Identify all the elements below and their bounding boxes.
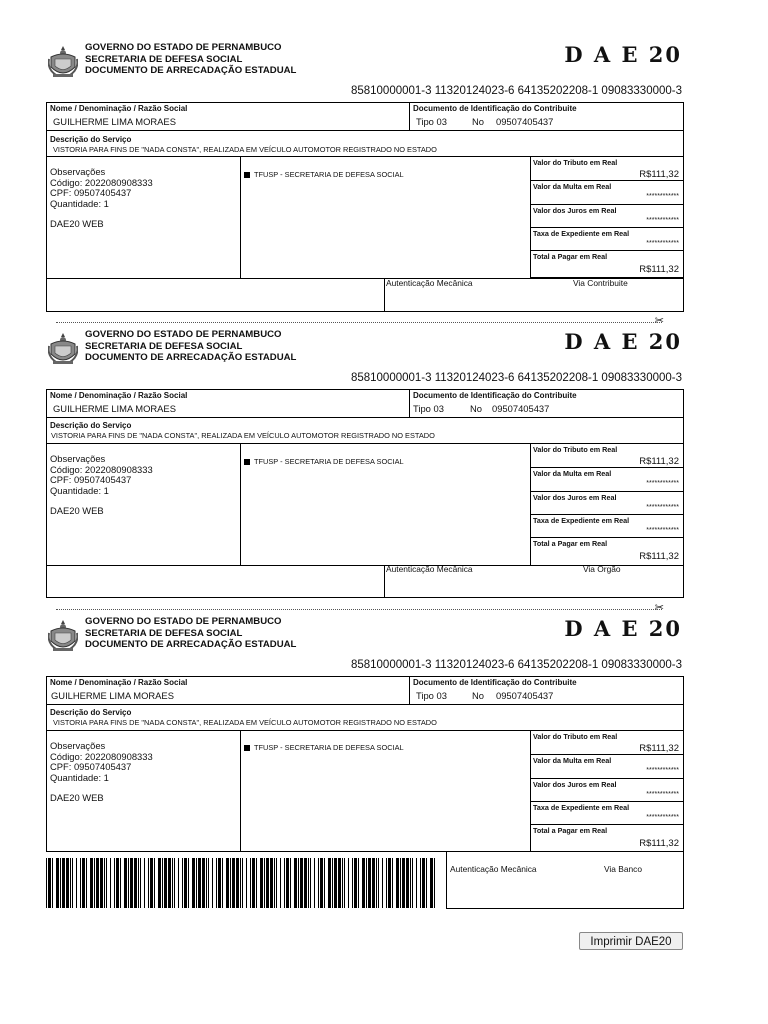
barcode-bar — [338, 858, 341, 908]
observations-code: Código: 2022080908333 — [50, 463, 153, 475]
barcode-bar — [158, 858, 161, 908]
tribute-label: Valor do Tributo em Real — [533, 158, 618, 167]
barcode-bar — [212, 858, 213, 908]
mechanical-auth-label: Autenticação Mecânica — [386, 278, 473, 288]
barcode-bar — [352, 858, 353, 908]
barcode-bar — [290, 858, 291, 908]
tribute-label: Valor do Tributo em Real — [533, 732, 618, 741]
barcode-bar — [314, 858, 315, 908]
barcode-bar — [60, 858, 61, 908]
issuer-header — [85, 616, 296, 651]
observations — [50, 454, 153, 517]
service-label: Descrição do Serviço — [50, 135, 132, 144]
square-bullet-icon — [244, 172, 250, 178]
agency-name: TFUSP - SECRETARIA DE DEFESA SOCIAL — [254, 457, 404, 466]
fine-label: Valor da Multa em Real — [533, 756, 612, 765]
doc-no-label: No — [470, 403, 482, 414]
agency-item — [244, 170, 404, 179]
barcode-bar — [184, 858, 187, 908]
square-bullet-icon — [244, 745, 250, 751]
issuer-secretariat: SECRETARIA DE DEFESA SOCIAL — [85, 53, 243, 65]
pernambuco-crest-icon — [48, 332, 78, 366]
barcode-bar — [174, 858, 175, 908]
service-description: VISTORIA PARA FINS DE "NADA CONSTA", REALIZADA EM VEÍCULO AUTOMOTOR REGISTRADO NO ESTADO — [53, 145, 437, 154]
barcode-bar — [388, 858, 391, 908]
values-panel — [530, 443, 684, 565]
barcode-bar — [426, 858, 427, 908]
fine-label: Valor da Multa em Real — [533, 469, 612, 478]
fee-label: Taxa de Expediente em Real — [533, 516, 630, 525]
barcode-bar — [104, 858, 105, 908]
observations-quantity: Quantidade: 1 — [50, 197, 109, 209]
barcode-bar — [150, 858, 153, 908]
barcode-bar — [250, 858, 251, 908]
fee-value: ************ — [646, 527, 679, 534]
barcode-bar — [344, 858, 345, 908]
taxpayer-name: GUILHERME LIMA MORAES — [51, 690, 174, 701]
observations-cpf: CPF: 09507405437 — [50, 761, 132, 772]
taxpayer-name: GUILHERME LIMA MORAES — [53, 403, 176, 414]
barcode-bar — [354, 858, 357, 908]
barcode-bar — [434, 858, 435, 908]
barcode-bar — [172, 858, 173, 908]
barcode-bar — [300, 858, 303, 908]
issuer-state: GOVERNO DO ESTADO DE PERNAMBUCO — [85, 616, 282, 627]
observations-quantity: Quantidade: 1 — [50, 484, 109, 496]
barcode-bar — [96, 858, 99, 908]
fine-value: ************ — [646, 767, 679, 774]
barcode-bar — [48, 858, 51, 908]
agency-item — [244, 743, 404, 752]
observations-origin: DAE20 WEB — [50, 218, 104, 229]
barcode-bar — [378, 858, 379, 908]
name-label: Nome / Denominação / Razão Social — [50, 391, 188, 400]
bank-auth-box — [446, 852, 684, 909]
document-type: DOCUMENTO DE ARRECADAÇÃO ESTADUAL — [85, 352, 297, 363]
barcode-bar — [80, 858, 81, 908]
barcode-bar — [168, 858, 171, 908]
barcode-bar — [264, 858, 265, 908]
barcode-bar — [106, 858, 107, 908]
fee-value: ************ — [646, 814, 679, 821]
document-type: DOCUMENTO DE ARRECADAÇÃO ESTADUAL — [85, 639, 297, 650]
doc-label: Documento de Identificação do Contribuite — [413, 391, 577, 400]
doc-number: 09507405437 — [496, 116, 554, 127]
total-value: R$111,32 — [639, 264, 679, 275]
fine-label: Valor da Multa em Real — [533, 182, 612, 191]
agency-name: TFUSP - SECRETARIA DE DEFESA SOCIAL — [254, 743, 404, 752]
total-label: Total a Pagar em Real — [533, 539, 608, 548]
barcode-bar — [270, 858, 273, 908]
interest-label: Valor dos Juros em Real — [533, 780, 617, 789]
pernambuco-crest-icon — [48, 619, 78, 653]
barcode-bar — [376, 858, 377, 908]
barcode-bar — [240, 858, 241, 908]
issuer-header — [85, 42, 296, 77]
barcode-bar — [134, 858, 137, 908]
observations-cpf: CPF: 09507405437 — [50, 474, 132, 485]
barcode-bar — [130, 858, 133, 908]
observations — [50, 167, 153, 230]
barcode-bar — [100, 858, 103, 908]
issuer-secretariat: SECRETARIA DE DEFESA SOCIAL — [85, 627, 243, 639]
barcode-bar — [72, 858, 73, 908]
barcode-bar — [162, 858, 163, 908]
fine-value: ************ — [646, 480, 679, 487]
barcode-bar — [328, 858, 331, 908]
barcode-bar — [430, 858, 433, 908]
barcode-bar — [76, 858, 77, 908]
barcode-bar — [124, 858, 127, 908]
interest-value: ************ — [646, 217, 679, 224]
barcode-bar — [148, 858, 149, 908]
barcode-bar — [294, 858, 297, 908]
observations — [50, 741, 153, 804]
dae-title: D A E 20 — [564, 329, 682, 354]
barcode-bar — [226, 858, 229, 908]
barcode-bar — [208, 858, 209, 908]
barcode-bar — [256, 858, 257, 908]
barcode-bar — [284, 858, 285, 908]
barcode-bar — [120, 858, 121, 908]
issuer-state: GOVERNO DO ESTADO DE PERNAMBUCO — [85, 42, 282, 53]
doc-no-label: No — [472, 116, 484, 127]
total-label: Total a Pagar em Real — [533, 826, 608, 835]
fee-label: Taxa de Expediente em Real — [533, 229, 630, 238]
copy-label: Via Banco — [604, 864, 643, 874]
issuer-secretariat: SECRETARIA DE DEFESA SOCIAL — [85, 340, 243, 352]
barcode-bar — [66, 858, 69, 908]
barcode-bar — [202, 858, 205, 908]
doc-number: 09507405437 — [492, 403, 550, 414]
doc-label: Documento de Identificação do Contribuite — [413, 104, 577, 113]
barcode-bar — [372, 858, 375, 908]
barcode-bar — [232, 858, 235, 908]
barcode-bar — [392, 858, 393, 908]
barcode-bar — [222, 858, 223, 908]
observations-code: Código: 2022080908333 — [50, 176, 153, 188]
name-label: Nome / Denominação / Razão Social — [50, 678, 188, 687]
barcode-bar — [358, 858, 359, 908]
digitable-line: 85810000001-3 11320124023-6 64135202208-1 09083330000-3 — [350, 372, 682, 384]
copy-label: Via Orgão — [583, 564, 621, 574]
barcode-bar — [422, 858, 425, 908]
barcode-bar — [128, 858, 129, 908]
observations-title: Observações — [50, 166, 106, 177]
doc-no-label: No — [472, 690, 484, 701]
barcode-bar — [192, 858, 195, 908]
barcode-bar — [144, 858, 145, 908]
taxpayer-name: GUILHERME LIMA MORAES — [53, 116, 176, 127]
barcode-bar — [196, 858, 197, 908]
barcode-bar — [348, 858, 349, 908]
barcode-bar — [114, 858, 115, 908]
barcode-bar — [138, 858, 139, 908]
barcode-bar — [52, 858, 53, 908]
barcode-bar — [198, 858, 201, 908]
barcode-bar — [276, 858, 277, 908]
issuer-state: GOVERNO DO ESTADO DE PERNAMBUCO — [85, 329, 282, 340]
barcode-bar — [94, 858, 95, 908]
barcode-bar — [308, 858, 309, 908]
barcode-bar — [368, 858, 371, 908]
mechanical-auth-label: Autenticação Mecânica — [450, 864, 537, 874]
barcode-bar — [274, 858, 275, 908]
copy-label: Via Contribuite — [573, 278, 628, 288]
barcode-bar — [188, 858, 189, 908]
fee-value: ************ — [646, 240, 679, 247]
barcode-bar — [140, 858, 141, 908]
barcode-bar — [116, 858, 119, 908]
observations-title: Observações — [50, 740, 106, 751]
observations-quantity: Quantidade: 1 — [50, 771, 109, 783]
observations-code: Código: 2022080908333 — [50, 750, 153, 762]
pernambuco-crest-icon — [48, 45, 78, 79]
barcode-bar — [382, 858, 383, 908]
barcode-bar — [242, 858, 243, 908]
print-button[interactable]: Imprimir DAE20 — [579, 932, 683, 950]
barcode-bar — [318, 858, 319, 908]
values-panel — [530, 156, 684, 278]
agency-item — [244, 457, 404, 466]
barcode-bar — [416, 858, 417, 908]
barcode-bar — [182, 858, 183, 908]
tribute-label: Valor do Tributo em Real — [533, 445, 618, 454]
barcode-bar — [396, 858, 399, 908]
barcode-bar — [62, 858, 65, 908]
issuer-header — [85, 329, 296, 364]
service-description: VISTORIA PARA FINS DE "NADA CONSTA", REALIZADA EM VEÍCULO AUTOMOTOR REGISTRADO NO ESTADO — [51, 431, 435, 440]
barcode-bar — [110, 858, 111, 908]
total-value: R$111,32 — [639, 551, 679, 562]
barcode-bar — [154, 858, 155, 908]
digitable-line: 85810000001-3 11320124023-6 64135202208-1 09083330000-3 — [350, 659, 682, 671]
doc-type: Tipo 03 — [416, 116, 447, 127]
barcode-bar — [342, 858, 343, 908]
barcode-bar — [86, 858, 87, 908]
cut-line — [56, 322, 662, 323]
total-value: R$111,32 — [639, 838, 679, 849]
barcode-bar — [310, 858, 311, 908]
tribute-value: R$111,32 — [639, 169, 679, 180]
square-bullet-icon — [244, 459, 250, 465]
barcode-bar — [230, 858, 231, 908]
barcode-bar — [420, 858, 421, 908]
barcode-bar — [286, 858, 289, 908]
barcode-bar — [304, 858, 307, 908]
digitable-line: 85810000001-3 11320124023-6 64135202208-1 09083330000-3 — [350, 85, 682, 97]
barcode-bar — [56, 858, 59, 908]
service-description: VISTORIA PARA FINS DE "NADA CONSTA", REALIZADA EM VEÍCULO AUTOMOTOR REGISTRADO NO ESTADO — [53, 718, 437, 727]
barcode — [46, 858, 438, 908]
barcode-bar — [82, 858, 85, 908]
barcode-bar — [298, 858, 299, 908]
observations-cpf: CPF: 09507405437 — [50, 187, 132, 198]
barcode-bar — [218, 858, 221, 908]
barcode-bar — [402, 858, 405, 908]
values-panel — [530, 730, 684, 852]
barcode-bar — [386, 858, 387, 908]
barcode-bar — [410, 858, 411, 908]
tribute-value: R$111,32 — [639, 456, 679, 467]
doc-type: Tipo 03 — [416, 690, 447, 701]
mechanical-auth-label: Autenticação Mecânica — [386, 564, 473, 574]
document-type: DOCUMENTO DE ARRECADAÇÃO ESTADUAL — [85, 65, 297, 76]
barcode-bar — [332, 858, 333, 908]
fee-label: Taxa de Expediente em Real — [533, 803, 630, 812]
scissors-icon: ✂ — [654, 602, 664, 614]
barcode-bar — [90, 858, 93, 908]
barcode-bar — [320, 858, 323, 908]
barcode-bar — [216, 858, 217, 908]
scissors-icon: ✂ — [654, 315, 664, 327]
barcode-bar — [46, 858, 47, 908]
interest-label: Valor dos Juros em Real — [533, 493, 617, 502]
doc-label: Documento de Identificação do Contribuite — [413, 678, 577, 687]
barcode-bar — [280, 858, 281, 908]
barcode-bar — [260, 858, 263, 908]
cut-line — [56, 609, 662, 610]
barcode-bar — [70, 858, 71, 908]
barcode-bar — [236, 858, 239, 908]
service-label: Descrição do Serviço — [50, 421, 132, 430]
barcode-bar — [164, 858, 167, 908]
barcode-bar — [178, 858, 179, 908]
doc-type: Tipo 03 — [413, 403, 444, 414]
dae-title: D A E 20 — [564, 42, 682, 67]
total-label: Total a Pagar em Real — [533, 252, 608, 261]
interest-value: ************ — [646, 504, 679, 511]
barcode-bar — [206, 858, 207, 908]
interest-label: Valor dos Juros em Real — [533, 206, 617, 215]
interest-value: ************ — [646, 791, 679, 798]
service-label: Descrição do Serviço — [50, 708, 132, 717]
agency-name: TFUSP - SECRETARIA DE DEFESA SOCIAL — [254, 170, 404, 179]
observations-origin: DAE20 WEB — [50, 505, 104, 516]
barcode-bar — [366, 858, 367, 908]
name-label: Nome / Denominação / Razão Social — [50, 104, 188, 113]
barcode-bar — [406, 858, 409, 908]
barcode-bar — [400, 858, 401, 908]
observations-origin: DAE20 WEB — [50, 792, 104, 803]
fine-value: ************ — [646, 193, 679, 200]
barcode-bar — [412, 858, 413, 908]
barcode-bar — [246, 858, 247, 908]
barcode-bar — [334, 858, 337, 908]
dae-title: D A E 20 — [564, 616, 682, 641]
barcode-bar — [362, 858, 365, 908]
observations-title: Observações — [50, 453, 106, 464]
tribute-value: R$111,32 — [639, 743, 679, 754]
doc-number: 09507405437 — [496, 690, 554, 701]
barcode-bar — [266, 858, 269, 908]
barcode-bar — [252, 858, 255, 908]
barcode-bar — [324, 858, 325, 908]
